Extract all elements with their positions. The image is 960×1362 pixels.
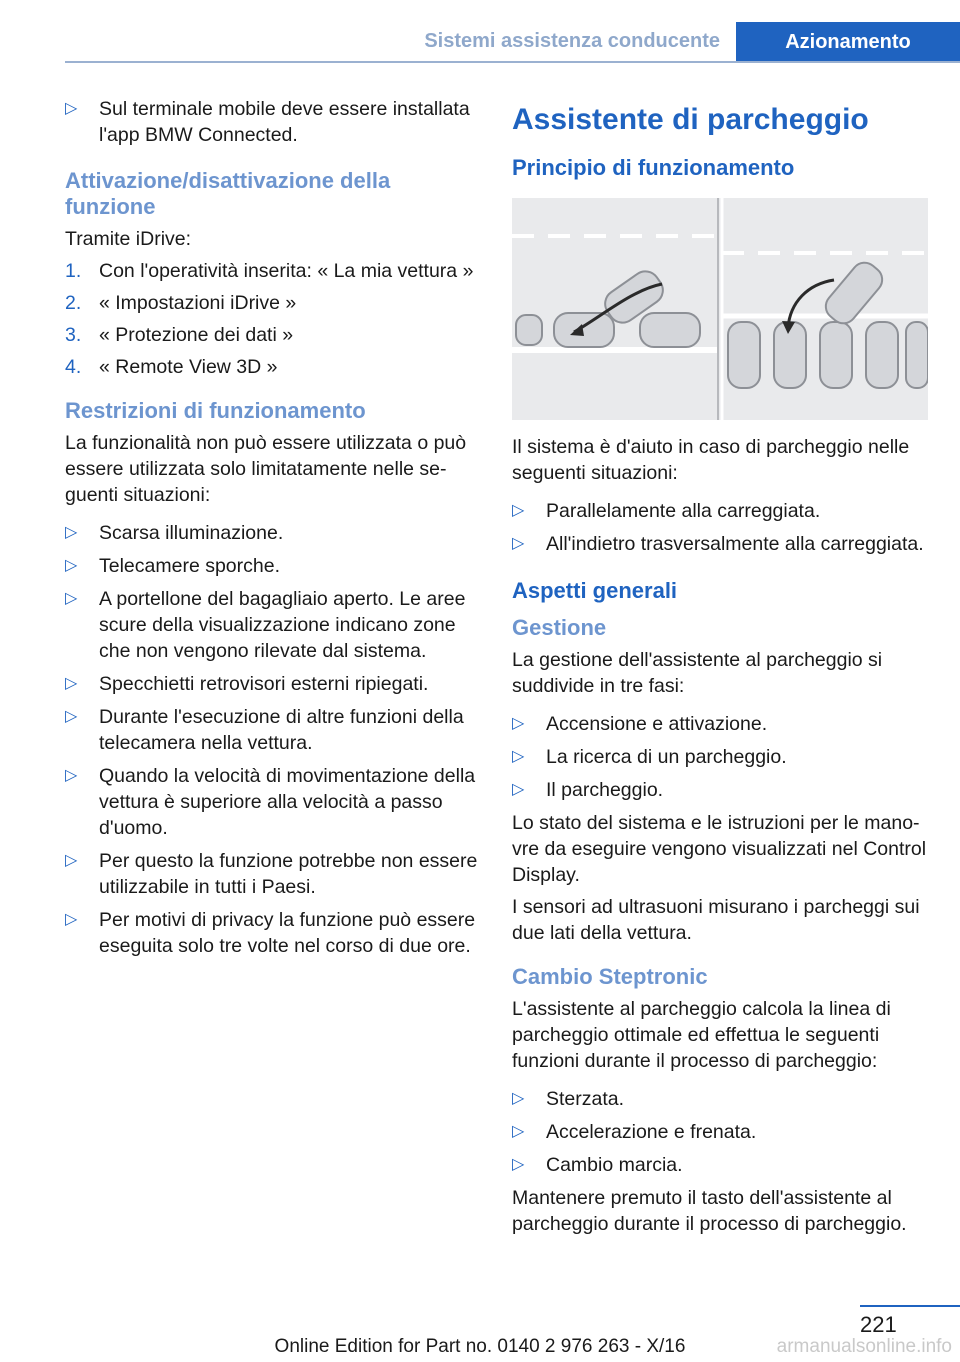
section-title: Sistemi assistenza conducente — [424, 30, 720, 52]
triangle-bullet-icon: ▷ — [65, 590, 78, 607]
steptronic-intro: L'assistente al parcheggio calcola la linea di parcheggio ottimale ed effettua le seguenti funzioni durante il processo di parcheggio: — [512, 998, 891, 1072]
steptronic-list — [512, 1086, 930, 1178]
list-item: ▷ Sterzata. — [512, 1088, 625, 1110]
list-item: ▷ Accensione e attivazione. — [512, 713, 768, 735]
operation-para-1: Lo stato del sistema e le istruzioni per le manovre da eseguire vengono visualizzati nel Control Display. — [512, 812, 927, 886]
triangle-bullet-icon: ▷ — [65, 767, 78, 784]
list-item: ▷ Quando la velocità di movimentazione della vettura è superiore alla velocità a passo d'uomo. — [65, 765, 476, 839]
list-item: ▷ Il parcheggio. — [512, 779, 664, 801]
list-item: ▷ Per questo la funzione potrebbe non essere utilizzabile in tutti i Paesi. — [65, 850, 478, 898]
triangle-bullet-icon: ▷ — [512, 1090, 525, 1107]
list-item: ▷ A portellone del bagagliaio aperto. Le aree scure della visualizzazione indicano zone che non vengono rilevate dal sistema. — [65, 588, 466, 662]
list-item: ▷ Per motivi di privacy la funzione può essere eseguita solo tre volte nel corso di due ore. — [65, 909, 476, 957]
intro-list — [65, 96, 483, 148]
triangle-bullet-icon: ▷ — [65, 557, 78, 574]
general-heading: Aspetti generali — [512, 578, 678, 603]
step-item: 3. « Protezione dei dati » — [65, 324, 294, 346]
chapter-tab[interactable]: Azionamento — [736, 22, 960, 63]
list-item: ▷ Sul terminale mobile deve essere installata l'app BMW Connected. — [65, 98, 470, 146]
page-title: Assistente di parcheggio — [512, 103, 869, 136]
activation-steps — [65, 258, 483, 380]
principle-text: Il sistema è d'aiuto in caso di parcheggio nelle seguenti situazioni: — [512, 436, 910, 484]
steptronic-heading: Cambio Steptronic — [512, 964, 708, 989]
triangle-bullet-icon: ▷ — [512, 535, 525, 552]
edition-line: Online Edition for Part no. 0140 2 976 263 - X/16 — [274, 1336, 686, 1357]
watermark: armanualsonline.info — [776, 1336, 952, 1357]
activation-heading: Attivazione/disattivazione della funzione — [65, 168, 391, 219]
triangle-bullet-icon: ▷ — [65, 524, 78, 541]
right-column — [512, 96, 930, 1243]
footer-divider — [860, 1305, 960, 1307]
list-item: ▷ Parallelamente alla carreggiata. — [512, 500, 821, 522]
triangle-bullet-icon: ▷ — [65, 675, 78, 692]
triangle-bullet-icon: ▷ — [65, 100, 78, 117]
left-column — [65, 96, 483, 966]
list-item: ▷ La ricerca di un parcheggio. — [512, 746, 787, 768]
operation-heading: Gestione — [512, 615, 607, 640]
operation-para-2: I sensori ad ultrasuoni misurano i parcheggi sui due lati della vettura. — [512, 896, 920, 944]
list-item: ▷ Scarsa illuminazione. — [65, 522, 284, 544]
triangle-bullet-icon: ▷ — [65, 911, 78, 928]
restrictions-list — [65, 520, 483, 959]
restrictions-heading: Restrizioni di funzionamento — [65, 398, 366, 423]
triangle-bullet-icon: ▷ — [512, 1156, 525, 1173]
list-item: ▷ Specchietti retrovisori esterni ripiegati. — [65, 673, 429, 695]
principle-heading: Principio di funzionamento — [512, 155, 795, 180]
triangle-bullet-icon: ▷ — [512, 1123, 525, 1140]
parking-illustration — [512, 198, 928, 420]
list-item: ▷ All'indietro trasversalmente alla carreggiata. — [512, 533, 924, 555]
step-item: 2. « Impostazioni iDrive » — [65, 292, 297, 314]
header-divider — [65, 61, 960, 63]
page-number: 221 — [860, 1312, 897, 1337]
page-header — [65, 22, 960, 62]
step-item: 1. Con l'operatività inserita: « La mia vettura » — [65, 260, 474, 282]
principle-list — [512, 498, 930, 557]
triangle-bullet-icon: ▷ — [512, 715, 525, 732]
triangle-bullet-icon: ▷ — [65, 852, 78, 869]
restrictions-intro: La funzionalità non può essere utilizzata o può essere utilizzata solo limitatamente nelle seguenti situazioni: — [65, 432, 467, 506]
activation-intro: Tramite iDrive: — [65, 228, 192, 250]
list-item: ▷ Durante l'esecuzione di altre funzioni della telecamera nella vettura. — [65, 706, 464, 754]
triangle-bullet-icon: ▷ — [512, 781, 525, 798]
list-item: ▷ Telecamere sporche. — [65, 555, 281, 577]
triangle-bullet-icon: ▷ — [512, 748, 525, 765]
list-item: ▷ Accelerazione e frenata. — [512, 1121, 757, 1143]
operation-intro: La gestione dell'assistente al parcheggio si suddivide in tre fasi: — [512, 649, 883, 697]
steptronic-outro: Mantenere premuto il tasto dell'assistente al parcheggio durante il processo di parcheggio. — [512, 1187, 907, 1235]
triangle-bullet-icon: ▷ — [65, 708, 78, 725]
triangle-bullet-icon: ▷ — [512, 502, 525, 519]
operation-list — [512, 711, 930, 803]
step-item: 4. « Remote View 3D » — [65, 356, 278, 378]
list-item: ▷ Cambio marcia. — [512, 1154, 683, 1176]
